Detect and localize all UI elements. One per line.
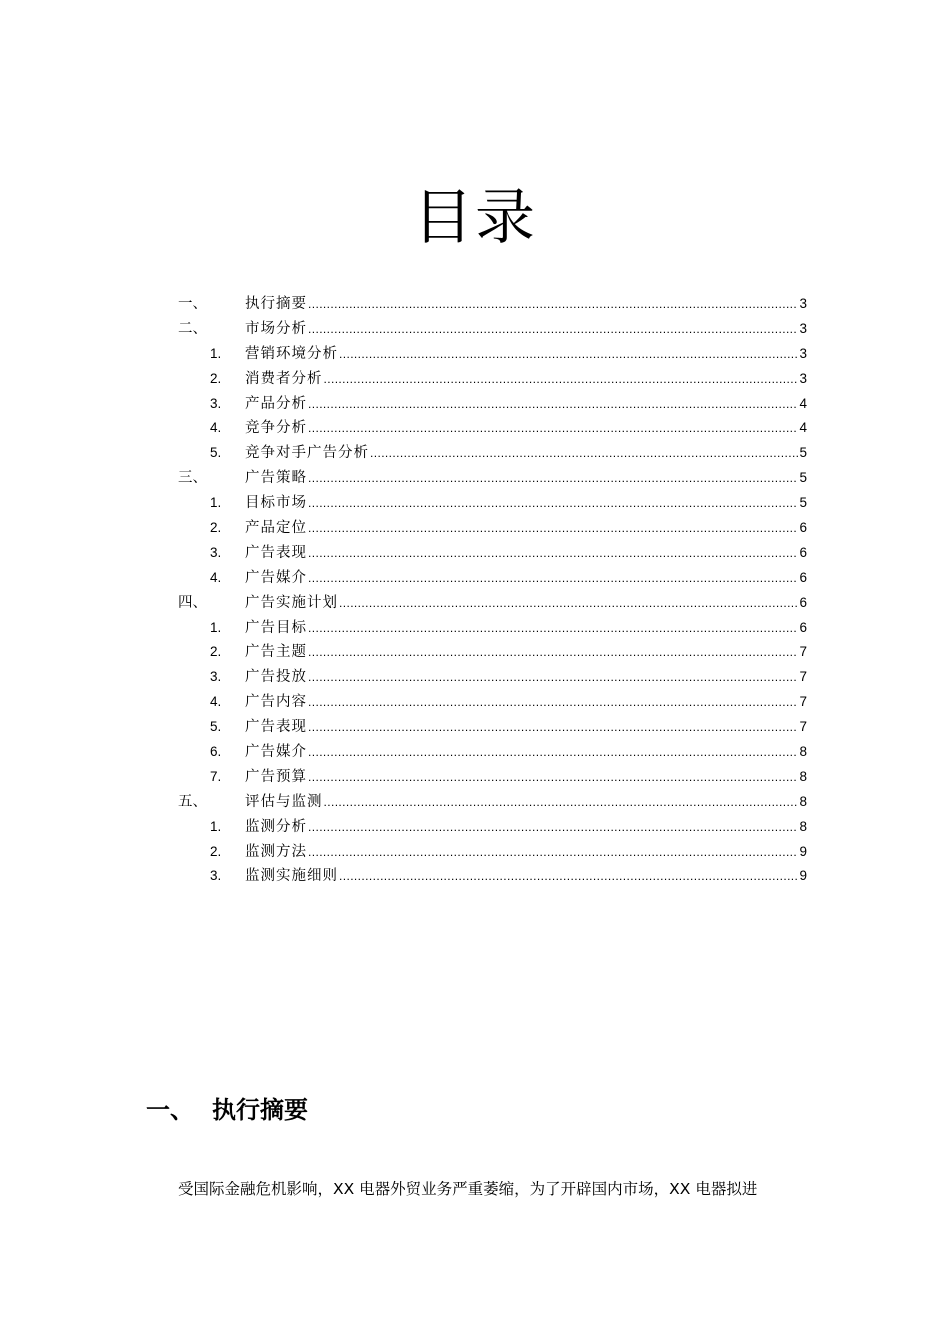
toc-entry[interactable] bbox=[178, 566, 807, 591]
toc-entry-label: 监测分析 bbox=[245, 818, 307, 835]
toc-entry[interactable] bbox=[178, 392, 807, 417]
toc-entry-line bbox=[245, 392, 807, 417]
toc-entry-label: 广告内容 bbox=[245, 694, 307, 711]
toc-dot-leader bbox=[308, 690, 798, 715]
toc-entry-line bbox=[245, 640, 807, 665]
toc-entry-number: 五、 bbox=[178, 793, 207, 810]
toc-entry-number: 1. bbox=[210, 619, 222, 635]
toc-dot-leader bbox=[308, 516, 798, 541]
toc-entry-page: 5 bbox=[799, 445, 807, 461]
toc-entry-page: 7 bbox=[799, 669, 807, 685]
toc-entry-number: 4. bbox=[210, 569, 222, 585]
toc-entry-page: 6 bbox=[799, 594, 807, 610]
toc-entry-page: 8 bbox=[799, 768, 807, 784]
toc-entry-line bbox=[245, 491, 807, 516]
toc-entry-label: 广告目标 bbox=[245, 619, 307, 636]
toc-entry-line bbox=[245, 516, 807, 541]
toc-entry[interactable] bbox=[178, 441, 807, 466]
toc-entry-label: 监测方法 bbox=[245, 843, 307, 860]
toc-entry[interactable] bbox=[178, 765, 807, 790]
toc-entry-line bbox=[245, 541, 807, 566]
toc-entry-number: 三、 bbox=[178, 470, 207, 487]
toc-entry[interactable] bbox=[178, 690, 807, 715]
toc-dot-leader bbox=[339, 864, 798, 889]
toc-entry[interactable] bbox=[178, 740, 807, 765]
toc-dot-leader bbox=[324, 790, 799, 815]
toc-entry-page: 6 bbox=[799, 520, 807, 536]
toc-entry-number: 2. bbox=[210, 370, 222, 386]
toc-entry-label: 广告媒介 bbox=[245, 569, 307, 586]
toc-entry-label: 竞争分析 bbox=[245, 420, 307, 437]
toc-entry-number: 4. bbox=[210, 420, 222, 436]
toc-dot-leader bbox=[308, 840, 798, 865]
toc-entry-number: 2. bbox=[210, 644, 222, 660]
toc-dot-leader bbox=[370, 441, 798, 466]
toc-entry-number: 3. bbox=[210, 544, 222, 560]
toc-entry-page: 8 bbox=[799, 793, 807, 809]
toc-entry-line bbox=[245, 665, 807, 690]
toc-dot-leader bbox=[308, 392, 798, 417]
toc-entry-line bbox=[245, 292, 807, 317]
toc-dot-leader bbox=[308, 765, 798, 790]
toc-entry-label: 广告策略 bbox=[245, 470, 307, 487]
toc-entry-page: 6 bbox=[799, 569, 807, 585]
toc-entry-number: 5. bbox=[210, 719, 222, 735]
toc-entry-line bbox=[245, 466, 807, 491]
toc-entry-page: 8 bbox=[799, 744, 807, 760]
section-number: 一、 bbox=[146, 1096, 194, 1124]
toc-entry-page: 7 bbox=[799, 719, 807, 735]
toc-entry-number: 4. bbox=[210, 694, 222, 710]
toc-entry-line bbox=[245, 566, 807, 591]
toc-entry[interactable] bbox=[178, 840, 807, 865]
toc-entry-page: 3 bbox=[799, 370, 807, 386]
toc-entry-line bbox=[245, 317, 807, 342]
toc-dot-leader bbox=[308, 491, 798, 516]
page-title: 目录 bbox=[413, 183, 537, 254]
toc-dot-leader bbox=[308, 317, 798, 342]
toc-entry-page: 8 bbox=[799, 818, 807, 834]
toc-entry-label: 产品定位 bbox=[245, 520, 307, 537]
toc-entry-number: 1. bbox=[210, 495, 222, 511]
toc-entry-line bbox=[245, 864, 807, 889]
toc-dot-leader bbox=[308, 740, 798, 765]
toc-entry[interactable] bbox=[178, 665, 807, 690]
toc-entry-label: 目标市场 bbox=[245, 495, 307, 512]
toc-entry[interactable] bbox=[178, 416, 807, 441]
toc-entry-page: 7 bbox=[799, 644, 807, 660]
toc-entry-line bbox=[245, 765, 807, 790]
toc-entry-line bbox=[245, 591, 807, 616]
toc-entry-line bbox=[245, 815, 807, 840]
toc-entry-label: 广告预算 bbox=[245, 768, 307, 785]
toc-entry-label: 市场分析 bbox=[245, 320, 307, 337]
toc-dot-leader bbox=[324, 367, 799, 392]
toc-entry[interactable] bbox=[178, 292, 807, 317]
toc-entry-label: 广告表现 bbox=[245, 544, 307, 561]
toc-entry-label: 评估与监测 bbox=[245, 793, 323, 810]
toc-entry[interactable] bbox=[178, 591, 807, 616]
toc-entry-page: 3 bbox=[799, 345, 807, 361]
toc-entry-label: 执行摘要 bbox=[245, 296, 307, 312]
toc-entry-line bbox=[245, 740, 807, 765]
toc-dot-leader bbox=[339, 342, 798, 367]
toc-entry-line bbox=[245, 367, 807, 392]
toc-dot-leader bbox=[339, 591, 798, 616]
toc-dot-leader bbox=[308, 466, 798, 491]
toc-entry-label: 广告主题 bbox=[245, 644, 307, 661]
section-title: 执行摘要 bbox=[212, 1096, 308, 1124]
toc-entry-line bbox=[245, 790, 807, 815]
toc-entry[interactable] bbox=[178, 342, 807, 367]
toc-entry-number: 3. bbox=[210, 395, 222, 411]
toc-entry-page: 4 bbox=[799, 420, 807, 436]
toc-entry-label: 产品分析 bbox=[245, 395, 307, 412]
toc-entry-line bbox=[245, 715, 807, 740]
toc-entry-line bbox=[245, 616, 807, 641]
toc-entry[interactable] bbox=[178, 790, 807, 815]
toc-entry-number: 5. bbox=[210, 445, 222, 461]
toc-entry-page: 7 bbox=[799, 694, 807, 710]
toc-entry-page: 9 bbox=[799, 843, 807, 859]
toc-entry-number: 6. bbox=[210, 744, 222, 760]
toc-entry[interactable] bbox=[178, 367, 807, 392]
toc-entry-number: 3. bbox=[210, 669, 222, 685]
toc-entry-number: 四、 bbox=[178, 594, 207, 611]
toc-entry-line bbox=[245, 342, 807, 367]
toc-entry-label: 广告媒介 bbox=[245, 744, 307, 761]
toc-entry-number: 2. bbox=[210, 520, 222, 536]
toc-entry[interactable] bbox=[178, 815, 807, 840]
toc-entry[interactable] bbox=[178, 640, 807, 665]
toc-dot-leader bbox=[308, 815, 798, 840]
table-of-contents bbox=[178, 292, 807, 889]
toc-entry-number: 3. bbox=[210, 868, 222, 884]
toc-entry[interactable] bbox=[178, 516, 807, 541]
toc-entry-page: 9 bbox=[799, 868, 807, 884]
toc-entry-line bbox=[245, 840, 807, 865]
toc-entry-label: 广告投放 bbox=[245, 669, 307, 686]
toc-entry-page: 5 bbox=[799, 495, 807, 511]
toc-entry-page: 6 bbox=[799, 619, 807, 635]
toc-entry-number: 7. bbox=[210, 768, 222, 784]
toc-entry[interactable] bbox=[178, 715, 807, 740]
toc-dot-leader bbox=[308, 292, 798, 317]
toc-entry-label: 竞争对手广告分析 bbox=[245, 445, 369, 462]
toc-entry[interactable] bbox=[178, 491, 807, 516]
toc-entry[interactable] bbox=[178, 541, 807, 566]
toc-entry-number: 一、 bbox=[178, 296, 207, 312]
toc-dot-leader bbox=[308, 640, 798, 665]
toc-entry-label: 监测实施细则 bbox=[245, 868, 338, 885]
toc-entry-page: 6 bbox=[799, 544, 807, 560]
body-paragraph: 受国际金融危机影响，XX 电器外贸业务严重萎缩，为了开辟国内市场，XX 电器拟进 bbox=[178, 1180, 758, 1198]
toc-dot-leader bbox=[308, 541, 798, 566]
toc-entry-line bbox=[245, 441, 807, 466]
toc-entry-number: 1. bbox=[210, 818, 222, 834]
toc-entry-page: 4 bbox=[799, 395, 807, 411]
toc-entry-page: 5 bbox=[799, 470, 807, 486]
toc-entry-number: 2. bbox=[210, 843, 222, 859]
toc-entry[interactable] bbox=[178, 466, 807, 491]
toc-entry[interactable] bbox=[178, 864, 807, 889]
toc-entry-line bbox=[245, 690, 807, 715]
toc-entry[interactable] bbox=[178, 616, 807, 641]
toc-entry-label: 广告表现 bbox=[245, 719, 307, 736]
toc-entry-label: 消费者分析 bbox=[245, 370, 323, 387]
toc-dot-leader bbox=[308, 566, 798, 591]
toc-dot-leader bbox=[308, 665, 798, 690]
toc-entry-page: 3 bbox=[799, 320, 807, 336]
toc-entry-line bbox=[245, 416, 807, 441]
toc-entry-label: 广告实施计划 bbox=[245, 594, 338, 611]
toc-dot-leader bbox=[308, 616, 798, 641]
toc-dot-leader bbox=[308, 416, 798, 441]
toc-dot-leader bbox=[308, 715, 798, 740]
toc-entry-number: 1. bbox=[210, 345, 222, 361]
section-heading bbox=[146, 1092, 308, 1128]
toc-entry-label: 营销环境分析 bbox=[245, 345, 338, 362]
toc-entry[interactable] bbox=[178, 317, 807, 342]
toc-entry-page: 3 bbox=[799, 296, 807, 311]
toc-entry-number: 二、 bbox=[178, 320, 207, 337]
